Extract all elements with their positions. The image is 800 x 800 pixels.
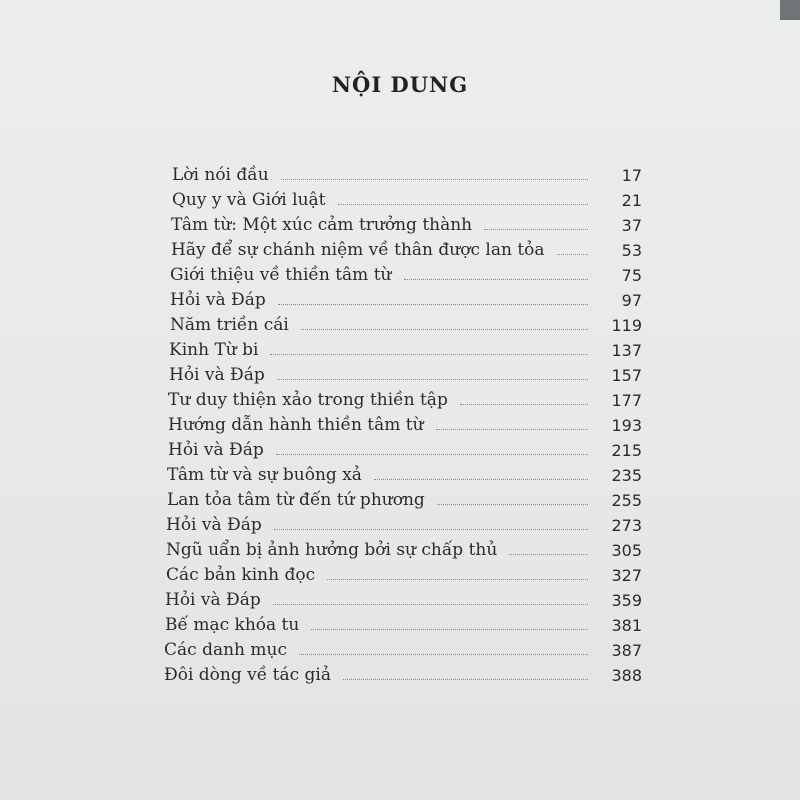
toc-entry [171,235,642,260]
toc-entry [170,260,642,285]
toc-entry-title: Các danh mục [164,640,287,660]
toc-entry-page: 273 [611,516,642,535]
page-corner-shadow [780,0,800,20]
toc-entry-title: Kinh Từ bi [169,340,259,360]
toc-entry [165,610,642,635]
dot-leader [274,529,588,530]
dot-leader [281,179,588,180]
dot-leader [270,354,588,355]
toc-entry [168,385,642,410]
dot-leader [484,229,588,230]
toc-entry-title: Ngũ uẩn bị ảnh hưởng bởi sự chấp thủ [166,540,498,560]
toc-entry-title: Tư duy thiện xảo trong thiền tập [168,390,448,410]
dot-leader [299,654,588,655]
toc-entry-page: 327 [611,566,642,585]
toc-entry-title: Tâm từ: Một xúc cảm trưởng thành [171,215,473,235]
toc-entry-title: Đôi dòng về tác giả [164,665,331,685]
dot-leader [557,254,588,255]
toc-entry [171,210,642,235]
toc-entry-title: Quy y và Giới luật [172,190,326,210]
toc-entry-title: Hỏi và Đáp [165,590,261,610]
toc-entry-title: Hướng dẫn hành thiền tâm từ [168,415,424,435]
toc-entry-title: Tâm từ và sự buông xả [167,465,362,485]
toc-entry-page: 157 [611,366,642,385]
dot-leader [509,554,588,555]
toc-entry-title: Các bản kinh đọc [166,565,316,585]
toc-entry [169,360,642,385]
toc-entry [170,285,642,310]
dot-leader [276,454,588,455]
toc-entry [164,635,642,660]
dot-leader [273,604,588,605]
toc-entry [167,460,642,485]
toc-entry-page: 215 [611,441,642,460]
toc-entry-title: Lời nói đầu [172,165,269,185]
toc-entry [166,535,642,560]
toc-entry-page: 137 [611,341,642,360]
toc-entry-page: 255 [611,491,642,510]
table-of-contents [164,160,642,685]
page-title: NỘI DUNG [331,72,469,97]
toc-entry [166,560,642,585]
toc-entry [166,510,642,535]
toc-entry-page: 21 [621,191,642,210]
toc-entry [168,410,642,435]
toc-entry-page: 387 [611,641,642,660]
dot-leader [338,204,589,205]
toc-entry [170,310,642,335]
toc-entry [168,435,642,460]
dot-leader [404,279,589,280]
toc-entry-page: 359 [611,591,642,610]
toc-entry-page: 177 [611,391,642,410]
dot-leader [311,629,588,630]
toc-entry-page: 119 [611,316,642,335]
toc-entry-title: Hỏi và Đáp [168,440,264,460]
dot-leader [277,379,588,380]
toc-entry [164,660,642,685]
dot-leader [278,304,588,305]
toc-entry-title: Hỏi và Đáp [166,515,262,535]
toc-entry [172,160,642,185]
toc-entry [165,585,642,610]
toc-entry [167,485,642,510]
toc-entry-page: 235 [611,466,642,485]
toc-entry-page: 53 [621,241,642,260]
toc-entry-page: 75 [621,266,642,285]
toc-entry-title: Hãy để sự chánh niệm về thân được lan tỏa [171,240,545,260]
dot-leader [436,429,588,430]
toc-entry [172,185,642,210]
toc-entry-page: 381 [611,616,642,635]
toc-entry-title: Năm triền cái [170,315,289,335]
toc-entry-title: Bế mạc khóa tu [165,615,300,635]
dot-leader [327,579,588,580]
toc-entry-title: Lan tỏa tâm từ đến tứ phương [167,490,425,510]
toc-entry-page: 305 [611,541,642,560]
toc-entry-title: Hỏi và Đáp [170,290,266,310]
dot-leader [374,479,588,480]
dot-leader [460,404,588,405]
toc-entry-page: 193 [611,416,642,435]
toc-entry [169,335,642,360]
toc-entry-page: 388 [611,666,642,685]
dot-leader [301,329,588,330]
toc-entry-page: 97 [621,291,642,310]
dot-leader [437,504,588,505]
toc-entry-page: 17 [621,166,642,185]
toc-entry-title: Giới thiệu về thiền tâm từ [170,265,392,285]
dot-leader [343,679,588,680]
toc-entry-page: 37 [621,216,642,235]
toc-entry-title: Hỏi và Đáp [169,365,265,385]
